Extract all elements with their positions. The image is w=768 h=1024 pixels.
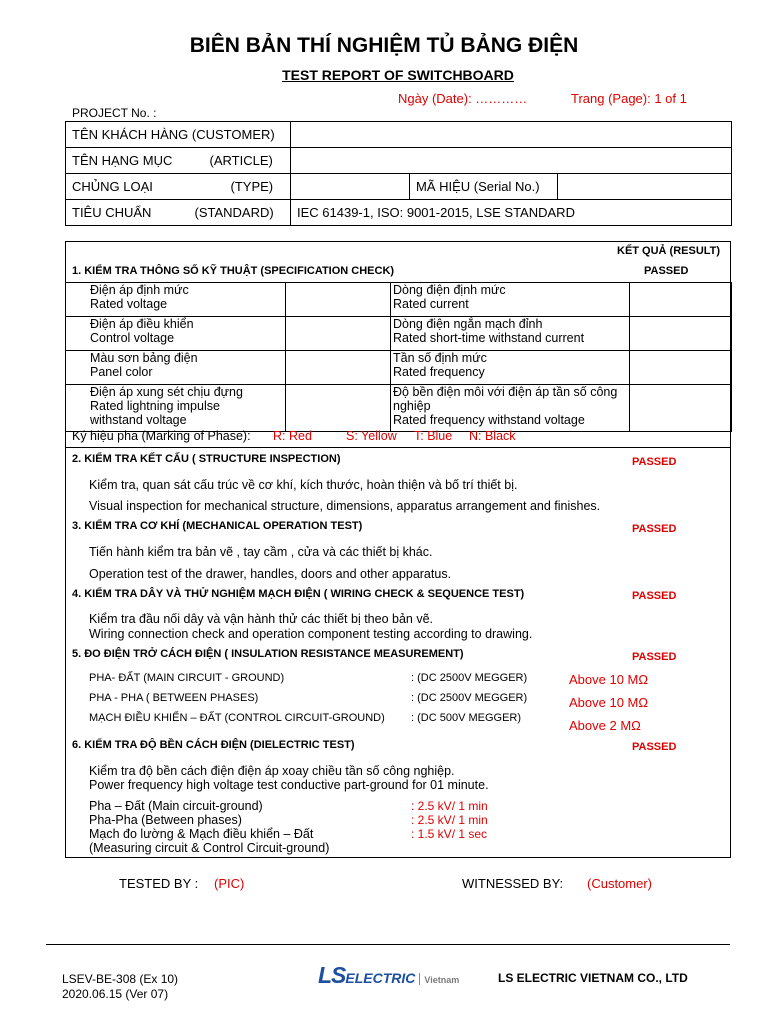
customer-label: TÊN KHÁCH HÀNG (CUSTOMER) <box>66 122 291 148</box>
project-label: PROJECT No. : <box>72 106 157 120</box>
standard-label: TIÊU CHUẨN (STANDARD) <box>66 200 291 226</box>
ir-row-name: PHA - PHA ( BETWEEN PHASES) <box>89 692 259 704</box>
header-info-table <box>65 121 732 226</box>
dielectric-row-name: Pha – Đất (Main circuit-ground) <box>89 799 263 813</box>
logo-ls: LS <box>318 962 346 988</box>
spec-control-voltage-label: Điện áp điều khiển Control voltage <box>66 317 286 351</box>
section1-title: 1. KIỂM TRA THÔNG SỐ KỸ THUẬT (SPECIFICATION CHECK) <box>72 265 395 277</box>
ir-row-method: : (DC 2500V MEGGER) <box>411 692 528 704</box>
dielectric-note: (Measuring circuit & Control Circuit-ground) <box>89 841 330 855</box>
section4-title: 4. KIỂM TRA DÂY VÀ THỬ NGHIỆM MẠCH ĐIỆN ( WIRING CHECK & SEQUENCE TEST) <box>72 588 525 600</box>
phase-n: N: Black <box>469 429 516 443</box>
doc-code: LSEV-BE-308 (Ex 10) <box>62 972 179 986</box>
dielectric-row-name: Mạch đo lường & Mạch điều khiển – Đất <box>89 827 314 841</box>
section1-result: PASSED <box>644 265 689 277</box>
spec-control-voltage-value <box>286 317 391 351</box>
serial-label: MÃ HIỆU (Serial No.) <box>410 174 558 200</box>
logo-electric: ELECTRIC <box>345 970 416 986</box>
spec-frequency-withstand-value <box>630 385 732 432</box>
spec-impulse-voltage-label: Điện áp xung sét chịu đựng Rated lightning impulse withstand voltage <box>66 385 286 432</box>
section2-result: PASSED <box>632 456 677 468</box>
spec-short-time-current-value <box>630 317 732 351</box>
phase-marking-label: Ký hiệu pha (Marking of Phase): <box>72 429 251 443</box>
footer-divider <box>46 944 730 945</box>
spec-short-time-current-label: Dòng điện ngắn mạch đỉnh Rated short-time withstand current <box>391 317 630 351</box>
doc-date: 2020.06.15 (Ver 07) <box>62 987 169 1001</box>
article-value <box>291 148 732 174</box>
section6-title: 6. KIỂM TRA ĐỘ BỀN CÁCH ĐIỆN (DIELECTRIC TEST) <box>72 739 355 751</box>
spec-rated-frequency-value <box>630 351 732 385</box>
dielectric-row-value: : 1.5 kV/ 1 sec <box>411 827 488 841</box>
ir-row-method: : (DC 500V MEGGER) <box>411 712 522 724</box>
type-label: CHỦNG LOẠI (TYPE) <box>66 174 291 200</box>
logo-separator <box>419 973 420 985</box>
type-value <box>291 174 410 200</box>
section4-line2: Wiring connection check and operation component testing according to drawing. <box>89 627 533 641</box>
section3-line2: Operation test of the drawer, handles, doors and other apparatus. <box>89 567 452 581</box>
section4-result: PASSED <box>632 590 677 602</box>
tested-by-value: (PIC) <box>214 876 245 891</box>
dielectric-row-value: : 2.5 kV/ 1 min <box>411 799 488 813</box>
dielectric-row-name: Pha-Pha (Between phases) <box>89 813 242 827</box>
ir-row-method: : (DC 2500V MEGGER) <box>411 672 528 684</box>
logo-region: Vietnam <box>424 975 460 985</box>
date-label: Ngày (Date): ………… <box>398 91 528 106</box>
phase-s: S: Yellow <box>346 429 397 443</box>
spec-rated-frequency-label: Tần số định mức Rated frequency <box>391 351 630 385</box>
standard-value: IEC 61439-1, ISO: 9001-2015, LSE STANDARD <box>291 200 732 226</box>
dielectric-row-value: : 2.5 kV/ 1 min <box>411 813 488 827</box>
witnessed-by-label: WITNESSED BY: <box>462 876 564 891</box>
section5-title: 5. ĐO ĐIỆN TRỞ CÁCH ĐIỆN ( INSULATION RESISTANCE MEASUREMENT) <box>72 648 464 660</box>
spec-rated-current-value <box>630 283 732 317</box>
ir-row-name: PHA- ĐẤT (MAIN CIRCUIT - GROUND) <box>89 672 285 684</box>
document-title: BIÊN BẢN THÍ NGHIỆM TỦ BẢNG ĐIỆN <box>189 34 579 57</box>
spec-table <box>65 282 732 432</box>
ir-row-name: MẠCH ĐIỀU KHIỂN – ĐẤT (CONTROL CIRCUIT-GROUND) <box>89 712 385 724</box>
tested-by-label: TESTED BY : <box>119 876 199 891</box>
ir-row-value: Above 2 MΩ <box>569 718 641 733</box>
section5-result: PASSED <box>632 651 677 663</box>
phase-r: R: Red <box>273 429 312 443</box>
spec-rated-voltage-value <box>286 283 391 317</box>
ir-row-value: Above 10 MΩ <box>569 695 649 710</box>
section3-result: PASSED <box>632 523 677 535</box>
spec-impulse-voltage-value <box>286 385 391 432</box>
result-column-header: KẾT QUẢ (RESULT) <box>617 245 721 257</box>
customer-value <box>291 122 732 148</box>
section3-title: 3. KIỂM TRA CƠ KHÍ (MECHANICAL OPERATION TEST) <box>72 520 363 532</box>
document-subtitle: TEST REPORT OF SWITCHBOARD <box>282 67 514 83</box>
page-label: Trang (Page): 1 of 1 <box>571 91 687 106</box>
witnessed-by-value: (Customer) <box>587 876 653 891</box>
section-divider <box>65 447 731 448</box>
company-logo <box>318 962 459 986</box>
section6-result: PASSED <box>632 741 677 753</box>
phase-t: T: Blue <box>414 429 453 443</box>
section2-line1: Kiểm tra, quan sát cấu trúc về cơ khí, kích thước, hoàn thiện và bố trí thiết bị. <box>89 478 518 492</box>
section2-title: 2. KIỂM TRA KẾT CẤU ( STRUCTURE INSPECTION) <box>72 453 341 465</box>
spec-rated-current-label: Dòng điện định mức Rated current <box>391 283 630 317</box>
section4-line1: Kiểm tra đầu nối dây và vận hành thử các thiết bị theo bản vẽ. <box>89 612 434 626</box>
company-name: LS ELECTRIC VIETNAM CO., LTD <box>498 971 688 985</box>
spec-panel-color-value <box>286 351 391 385</box>
section6-line1: Kiểm tra độ bền cách điện điện áp xoay chiều tần số công nghiệp. <box>89 764 455 778</box>
spec-frequency-withstand-label: Độ bền điện môi với điện áp tần số công nghiệp Rated frequency withstand voltage <box>391 385 630 432</box>
section2-line2: Visual inspection for mechanical structure, dimensions, apparatus arrangement and finishes. <box>89 499 601 513</box>
section3-line1: Tiến hành kiểm tra bản vẽ , tay cầm , cửa và các thiết bị khác. <box>89 545 433 559</box>
spec-rated-voltage-label: Điện áp định mức Rated voltage <box>66 283 286 317</box>
article-label: TÊN HẠNG MỤC (ARTICLE) <box>66 148 291 174</box>
serial-value <box>558 174 732 200</box>
section6-line2: Power frequency high voltage test conductive part-ground for 01 minute. <box>89 778 489 792</box>
spec-panel-color-label: Màu sơn bảng điện Panel color <box>66 351 286 385</box>
ir-row-value: Above 10 MΩ <box>569 672 649 687</box>
